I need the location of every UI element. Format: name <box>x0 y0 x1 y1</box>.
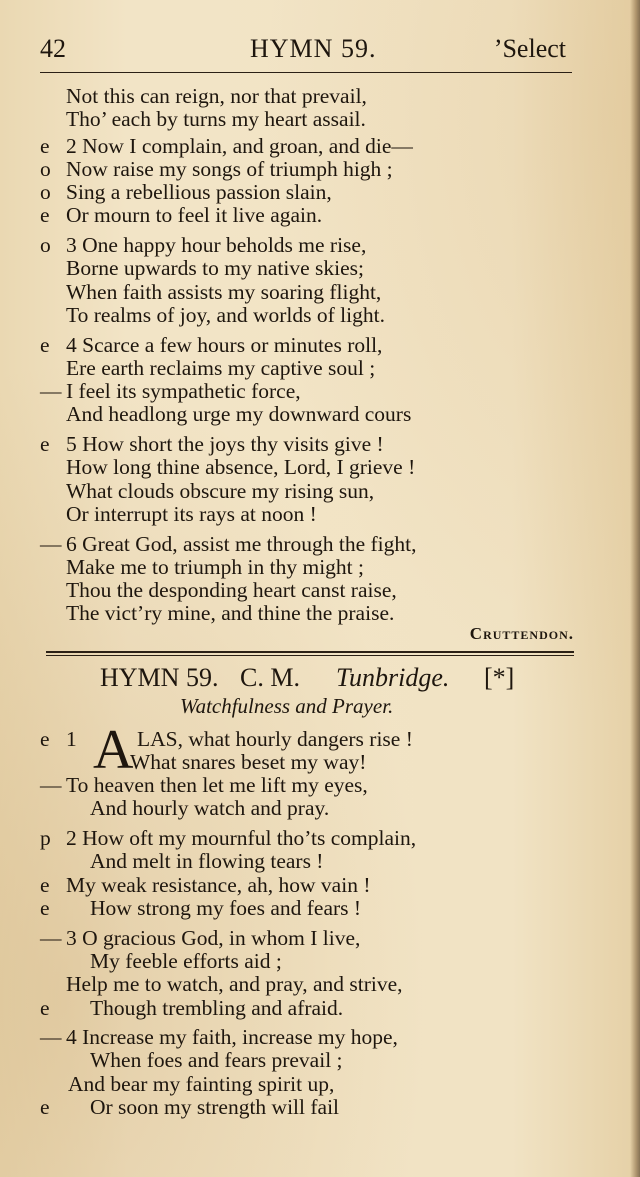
verse-text: 4 Increase my faith, increase my hope, <box>66 1025 398 1049</box>
verse-line <box>40 578 585 602</box>
performance-mark: e <box>40 873 50 897</box>
author-attribution: Cruttendon. <box>469 624 574 643</box>
verse-text: 4 Scarce a few hours or minutes roll, <box>66 333 383 357</box>
section-rule-thin <box>46 655 574 656</box>
verse-line <box>40 972 585 996</box>
verse-line <box>40 303 585 327</box>
verse-line <box>40 1095 585 1119</box>
verse-line <box>40 926 585 950</box>
verse-line <box>40 873 585 897</box>
performance-mark: — <box>40 773 62 797</box>
performance-mark: e <box>40 333 50 357</box>
performance-mark: e <box>40 996 50 1020</box>
performance-mark: e <box>40 896 50 920</box>
verse-line <box>40 455 585 479</box>
verse-line <box>40 402 585 426</box>
verse-line <box>40 750 585 774</box>
verse-text: To heaven then let me lift my eyes, <box>66 773 368 797</box>
verse-text: To realms of joy, and worlds of light. <box>66 303 385 327</box>
hymn-tune: Tunbridge. <box>336 663 450 692</box>
verse-text: Not this can reign, nor that prevail, <box>66 84 367 108</box>
verse-text: 3 O gracious God, in whom I live, <box>66 926 361 950</box>
verse-text: My feeble efforts aid ; <box>90 949 282 973</box>
verse-text: 2 How oft my mournful tho’ts complain, <box>66 826 417 850</box>
verse-text: What clouds obscure my rising sun, <box>66 479 375 503</box>
verse-line <box>40 84 585 108</box>
hymn-note: [*] <box>484 663 515 692</box>
verse-line <box>40 796 585 820</box>
verse-line <box>40 107 585 131</box>
verse-text: How strong my foes and fears ! <box>90 896 362 920</box>
performance-mark: e <box>40 203 50 227</box>
verse-line <box>40 233 585 257</box>
section-rule <box>46 651 574 653</box>
verse-text: And hourly watch and pray. <box>90 796 330 820</box>
performance-mark: e <box>40 727 50 751</box>
performance-mark: — <box>40 532 62 556</box>
verse-line <box>40 379 585 403</box>
header-rule <box>40 72 572 73</box>
performance-mark: — <box>40 926 62 950</box>
verse-line <box>40 532 585 556</box>
verse-line <box>40 333 585 357</box>
verse-line <box>40 1072 585 1096</box>
verse-line <box>40 949 585 973</box>
verse-line <box>40 826 585 850</box>
verse-line <box>40 996 585 1020</box>
hymn-subtitle: Watchfulness and Prayer. <box>180 694 394 718</box>
verse-line <box>40 773 585 797</box>
verse-text: And melt in flowing tears ! <box>90 849 324 873</box>
verse-text: What snares beset my way! <box>130 750 367 774</box>
verse-text: The vict’ry mine, and thine the praise. <box>66 601 395 625</box>
verse-line <box>40 280 585 304</box>
verse-text: LAS, what hourly dangers rise ! <box>137 727 413 751</box>
verse-text: Though trembling and afraid. <box>90 996 344 1020</box>
verse-text: 5 How short the joys thy visits give ! <box>66 432 384 456</box>
performance-mark: — <box>40 1025 62 1049</box>
verse-text: Or soon my strength will fail <box>90 1095 340 1119</box>
header-title: HYMN 59. <box>250 34 377 63</box>
verse-text: Sing a rebellious passion slain, <box>66 180 332 204</box>
verse-text: Or interrupt its rays at noon ! <box>66 502 317 526</box>
performance-mark: o <box>40 157 51 181</box>
stanza-number: 1 <box>66 727 77 751</box>
drop-cap: A <box>93 719 134 781</box>
verse-line <box>40 479 585 503</box>
running-title: ’Select <box>493 34 566 63</box>
verse-text: Ere earth reclaims my captive soul ; <box>66 356 376 380</box>
running-header <box>40 30 570 68</box>
verse-text: And headlong urge my downward cours <box>66 402 412 426</box>
hymn-title: HYMN 59. <box>100 663 219 692</box>
verse-text: 2 Now I complain, and groan, and die— <box>66 134 413 158</box>
verse-line <box>40 157 585 181</box>
hymn-meter: C. M. <box>240 663 300 692</box>
verse-text: Tho’ each by turns my heart assail. <box>66 107 366 131</box>
verse-text: How long thine absence, Lord, I grieve ! <box>66 455 416 479</box>
verse-line <box>40 203 585 227</box>
verse-line <box>40 1025 585 1049</box>
verse-line <box>40 849 585 873</box>
verse-line <box>40 134 585 158</box>
performance-mark: o <box>40 180 51 204</box>
verse-text: And bear my fainting spirit up, <box>68 1072 335 1096</box>
performance-mark: p <box>40 826 51 850</box>
verse-text: Help me to watch, and pray, and strive, <box>66 972 403 996</box>
verse-text: Now raise my songs of triumph high ; <box>66 157 393 181</box>
verse-line <box>40 256 585 280</box>
performance-mark: e <box>40 134 50 158</box>
page-number: 42 <box>40 34 66 63</box>
verse-line <box>40 432 585 456</box>
performance-mark: e <box>40 432 50 456</box>
verse-text: I feel its sympathetic force, <box>66 379 301 403</box>
verse-text: Thou the desponding heart canst raise, <box>66 578 397 602</box>
performance-mark: o <box>40 233 51 257</box>
verse-line <box>40 180 585 204</box>
verse-line <box>40 1048 585 1072</box>
performance-mark: e <box>40 1095 50 1119</box>
verse-text: Borne upwards to my native skies; <box>66 256 364 280</box>
verse-line <box>40 356 585 380</box>
verse-line <box>40 502 585 526</box>
hymn-heading <box>100 660 560 696</box>
verse-text: 6 Great God, assist me through the fight, <box>66 532 417 556</box>
verse-line <box>40 727 585 751</box>
page-edge-shadow <box>630 0 640 1177</box>
verse-text: My weak resistance, ah, how vain ! <box>66 873 371 897</box>
performance-mark: — <box>40 379 62 403</box>
verse-text: Make me to triumph in thy might ; <box>66 555 364 579</box>
verse-line <box>40 896 585 920</box>
verse-line <box>40 601 585 625</box>
verse-text: When foes and fears prevail ; <box>90 1048 343 1072</box>
verse-line <box>40 555 585 579</box>
verse-text: Or mourn to feel it live again. <box>66 203 323 227</box>
verse-text: When faith assists my soaring flight, <box>66 280 382 304</box>
verse-text: 3 One happy hour beholds me rise, <box>66 233 367 257</box>
